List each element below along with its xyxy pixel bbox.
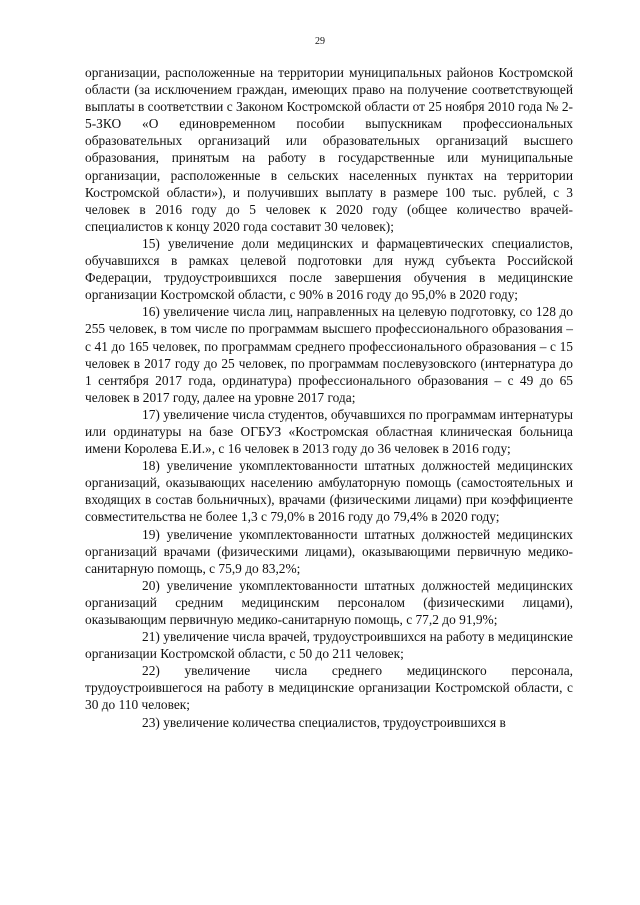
paragraph-item-17: 17) увеличение числа студентов, обучавшихся по программам интернатуры или ординатуры на базе ОГБУЗ «Костромская областная клиническая больница имени Королева Е.И.», с 16 человек в 2013 году до 36 человек в 2016 году; [85,406,573,457]
paragraph-item-21: 21) увеличение числа врачей, трудоустроившихся на работу в медицинские организации Костромской области, с 50 до 211 человек; [85,629,573,662]
page-number: 29 [315,36,325,47]
document-body [85,64,573,731]
paragraph-item-20: 20) увеличение укомплектованности штатных должностей медицинских организаций средним медицинским персоналом (физическими лицами), оказывающим первичную медико-санитарную помощь, с 77,2 до 91,9%; [85,577,573,627]
paragraph-item-16: 16) увеличение числа лиц, направленных на целевую подготовку, со 128 до 255 человек, в том числе по программам высшего профессионального образования – с 41 до 165 человек, по программам среднего профессионального образования – с 15 человек в 2017 году до 25 человек, по программам послевузовского (интернатура до 1 сентября 2017 года, ординатура) профессионального образования – с 49 до 65 человек в 2017 году, далее на уровне 2017 года; [85,304,573,405]
paragraph-item-22: 22) увеличение числа среднего медицинского персонала, трудоустроившегося на работу в медицинские организации Костромской области, с 30 до 110 человек; [85,663,573,713]
paragraph-item-18: 18) увеличение укомплектованности штатных должностей медицинских организаций, оказывающих населению амбулаторную помощь (самостоятельных и входящих в состав больничных), врачами (физическими лицами) при коэффициенте совместительства не более 1,3 с 79,0% в 2016 году до 79,4% в 2020 году; [85,458,573,525]
paragraph-item-15: 15) увеличение доли медицинских и фармацевтических специалистов, обучавшихся в рамках целевой подготовки для нужд субъекта Российской Федерации, трудоустроившихся после завершения обучения в медицинские организации Костромской области, с 90% в 2016 году до 95,0% в 2020 году; [85,235,573,303]
paragraph-item-23: 23) увеличение количества специалистов, трудоустроившихся в [142,714,506,730]
paragraph-item-19: 19) увеличение укомплектованности штатных должностей медицинских организаций врачами (физическими лицами), оказывающими первичную медико-санитарную помощь, с 75,9 до 83,2%; [85,526,573,576]
paragraph-continuation: организации, расположенные на территории муниципальных районов Костромской области (за исключением граждан, имеющих право на получение соответствующей выплаты в соответствии с Законом Костромской области от 25 ноября 2010 года № 2-5-ЗКО «О единовременном пособии выпускникам профессиональных образовательных организаций или образовательных организаций высшего образования, принятым на работу в государственные или муниципальные организации, расположенные в сельских населенных пунктах на территории Костромской области»), и получивших выплату в размере 100 тыс. рублей, с 3 человек в 2016 году до 5 человек к 2020 году (общее количество врачей-специалистов к концу 2020 года составит 30 человек); [85,65,573,234]
